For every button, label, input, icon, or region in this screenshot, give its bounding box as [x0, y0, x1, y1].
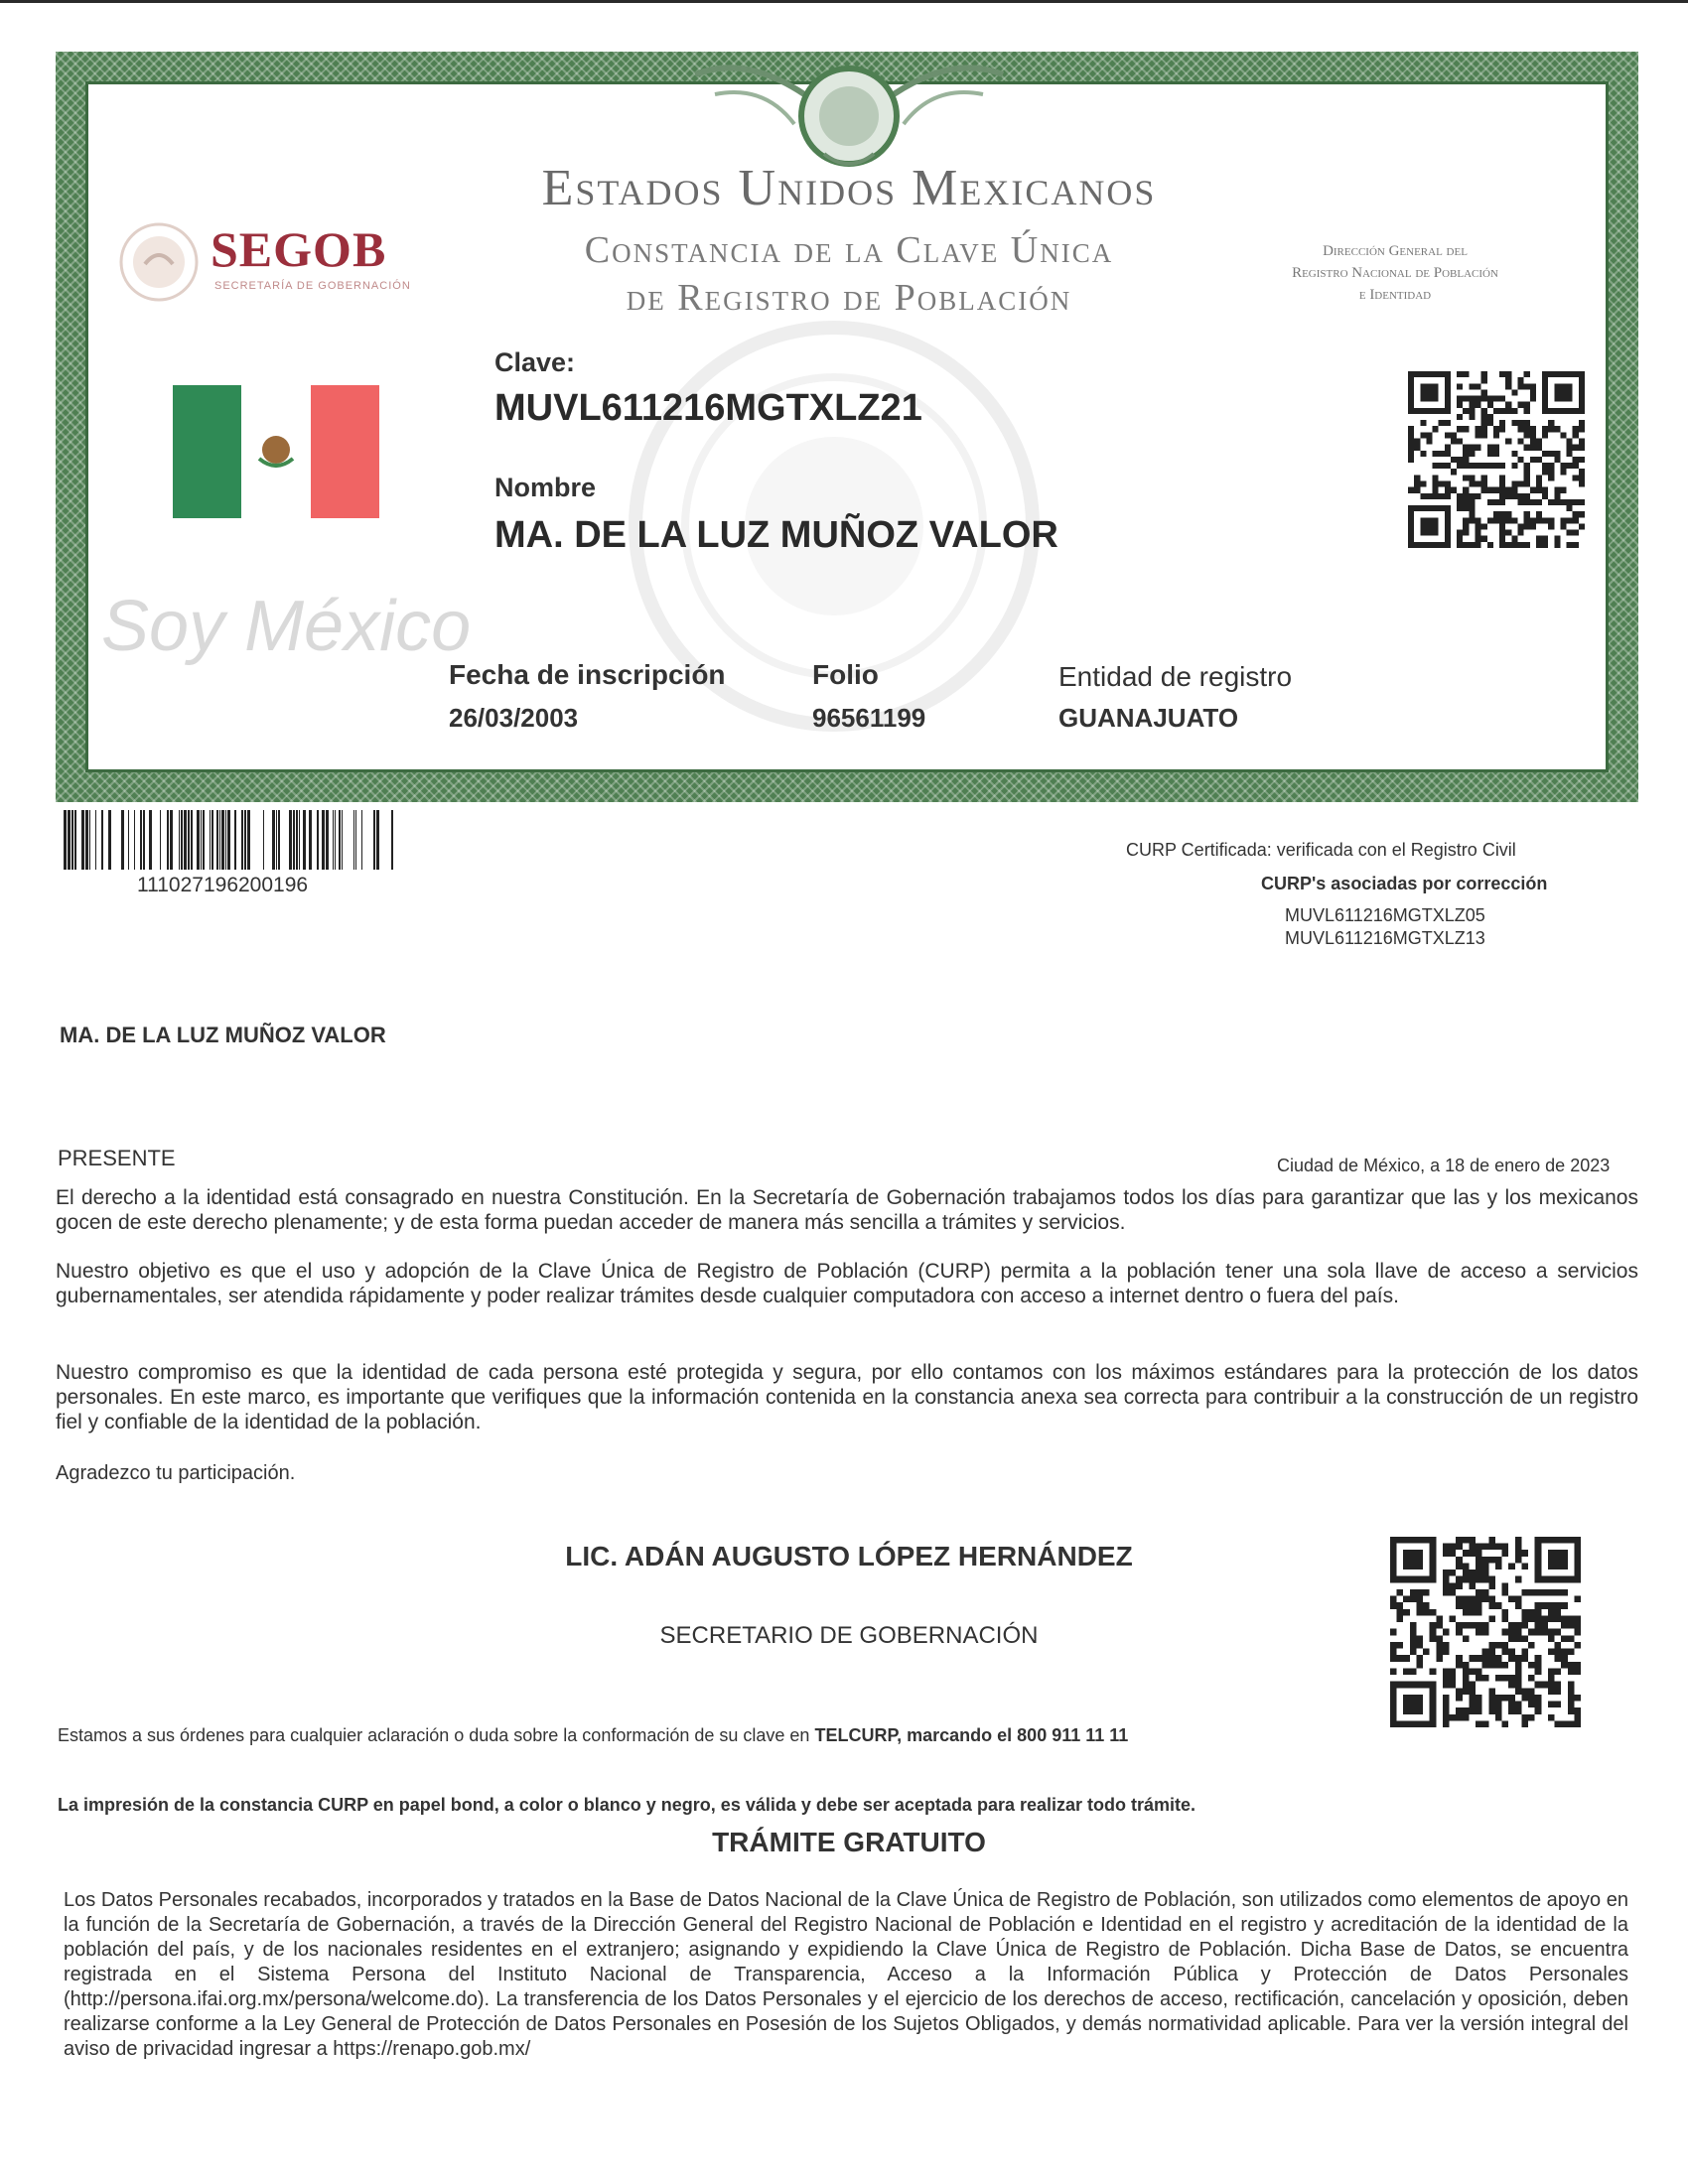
signer-title: SECRETARIO DE GOBERNACIÓN	[659, 1622, 1039, 1649]
fecha-label: Fecha de inscripción	[449, 659, 726, 690]
qr-code-icon	[1408, 371, 1585, 548]
fecha-value: 26/03/2003	[449, 703, 579, 733]
folio-label: Folio	[812, 659, 879, 690]
dependency-line-3: e Identidad	[1358, 287, 1432, 303]
segob-subtitle: SECRETARÍA DE GOBERNACIÓN	[214, 280, 411, 292]
associated-curp-list	[1285, 904, 1485, 950]
coat-of-arms-icon	[685, 55, 1013, 174]
flag-red-band	[311, 385, 379, 518]
free-procedure-label: TRÁMITE GRATUITO	[712, 1827, 986, 1857]
letter-paragraph-3: Nuestro compromiso es que la identidad de cada persona esté protegida y segura, por ello contamos con los máximos estándares para la protección de los datos personales. En este marco, es importante que verifiques que la información contenida en la constancia anexa sea correcta para contribuir a la construcción de un registro fiel y confiable de la identidad de la población.	[56, 1361, 1638, 1433]
dependency-line-1: Dirección General del	[1323, 243, 1468, 259]
nombre-label: Nombre	[494, 473, 597, 502]
nombre-value: MA. DE LA LUZ MUÑOZ VALOR	[494, 514, 1058, 556]
telcurp-notice	[58, 1725, 1128, 1746]
flag-eagle-icon	[251, 425, 301, 475]
flag-white-band	[241, 385, 310, 518]
dependency-line-2: Registro Nacional de Población	[1292, 265, 1498, 281]
dependency-name	[1231, 240, 1559, 306]
segob-logo-text: SEGOB	[211, 221, 387, 277]
letter-closing: Agradezco tu participación.	[56, 1462, 296, 1484]
letter-place-date: Ciudad de México, a 18 de enero de 2023	[1277, 1156, 1611, 1175]
associated-curp-item: MUVL611216MGTXLZ05	[1285, 905, 1485, 925]
letter-presente: PRESENTE	[58, 1146, 176, 1170]
document-title	[417, 226, 1281, 322]
signer-name: LIC. ADÁN AUGUSTO LÓPEZ HERNÁNDEZ	[565, 1541, 1133, 1571]
qr-code-icon	[1390, 1537, 1581, 1727]
telcurp-phone: TELCURP, marcando el 800 911 11 11	[814, 1725, 1129, 1745]
barcode-icon	[64, 810, 393, 870]
entidad-label: Entidad de registro	[1058, 661, 1293, 692]
print-validity-notice: La impresión de la constancia CURP en papel bond, a color o blanco y negro, es válida y debe ser aceptada para realizar todo trámite.	[58, 1795, 1196, 1815]
mexican-flag	[173, 385, 379, 518]
flag-green-band	[173, 385, 241, 518]
curp-certified-status: CURP Certificada: verificada con el Registro Civil	[1126, 840, 1516, 860]
entidad-value: GUANAJUATO	[1058, 703, 1239, 733]
document-title-line-1: Constancia de la Clave Única	[584, 229, 1114, 271]
clave-label: Clave:	[494, 347, 576, 377]
barcode-number: 111027196200196	[137, 874, 309, 896]
telcurp-text: Estamos a sus órdenes para cualquier aclaración o duda sobre la conformación de su clave en	[58, 1725, 815, 1745]
scan-top-edge	[0, 0, 1688, 3]
associated-curp-heading: CURP's asociadas por corrección	[1261, 874, 1548, 893]
country-title: Estados Unidos Mexicanos	[541, 160, 1157, 216]
letter-addressee: MA. DE LA LUZ MUÑOZ VALOR	[60, 1023, 386, 1047]
letter-paragraph-2: Nuestro objetivo es que el uso y adopción de la Clave Única de Registro de Población (CURP) permita a la población tener una sola llave de acceso a servicios gubernamentales, ser atendida rápidamente y poder realizar trámites desde cualquier computadora con acceso a internet dentro o fuera del país.	[56, 1260, 1638, 1307]
document-title-line-2: de Registro de Población	[626, 277, 1072, 319]
curp-value: MUVL611216MGTXLZ21	[494, 387, 922, 429]
associated-curp-item: MUVL611216MGTXLZ13	[1285, 928, 1485, 948]
slogan-watermark: Soy México	[101, 587, 472, 666]
folio-value: 96561199	[812, 703, 926, 733]
letter-paragraph-1: El derecho a la identidad está consagrado en nuestra Constitución. En la Secretaría de Gobernación trabajamos todos los días para garantizar que las y los mexicanos gocen de este derecho plenamente; y de esta forma puedan acceder de manera más sencilla a trámites y servicios.	[56, 1186, 1638, 1234]
segob-emblem-icon	[117, 220, 201, 304]
privacy-notice: Los Datos Personales recabados, incorporados y tratados en la Base de Datos Nacional de la Clave Única de Registro de Población, son utilizados como elementos de apoyo en la función de la Secretaría de Gobernación, a través de la Dirección General del Registro Nacional de Población e Identidad en el registro y acreditación de la identidad de la población del país, y de los nacionales residentes en el extranjero; asignando y expidiendo la Clave Única de Registro de Población. Dicha Base de Datos, se encuentra registrada en el Sistema Persona del Instituto Nacional de Transparencia, Acceso a la Información Pública y Protección de Datos Personales (http://persona.ifai.org.mx/persona/welcome.do). La transferencia de los Datos Personales y el ejercicio de los derechos de acceso, rectificación, cancelación y oposición, deben realizarse conforme a la Ley General de Protección de Datos Personales en Posesión de los Sujetos Obligados, y demás normatividad aplicable. Para ver la versión integral del aviso de privacidad ingresar a https://renapo.gob.mx/	[64, 1889, 1628, 2060]
